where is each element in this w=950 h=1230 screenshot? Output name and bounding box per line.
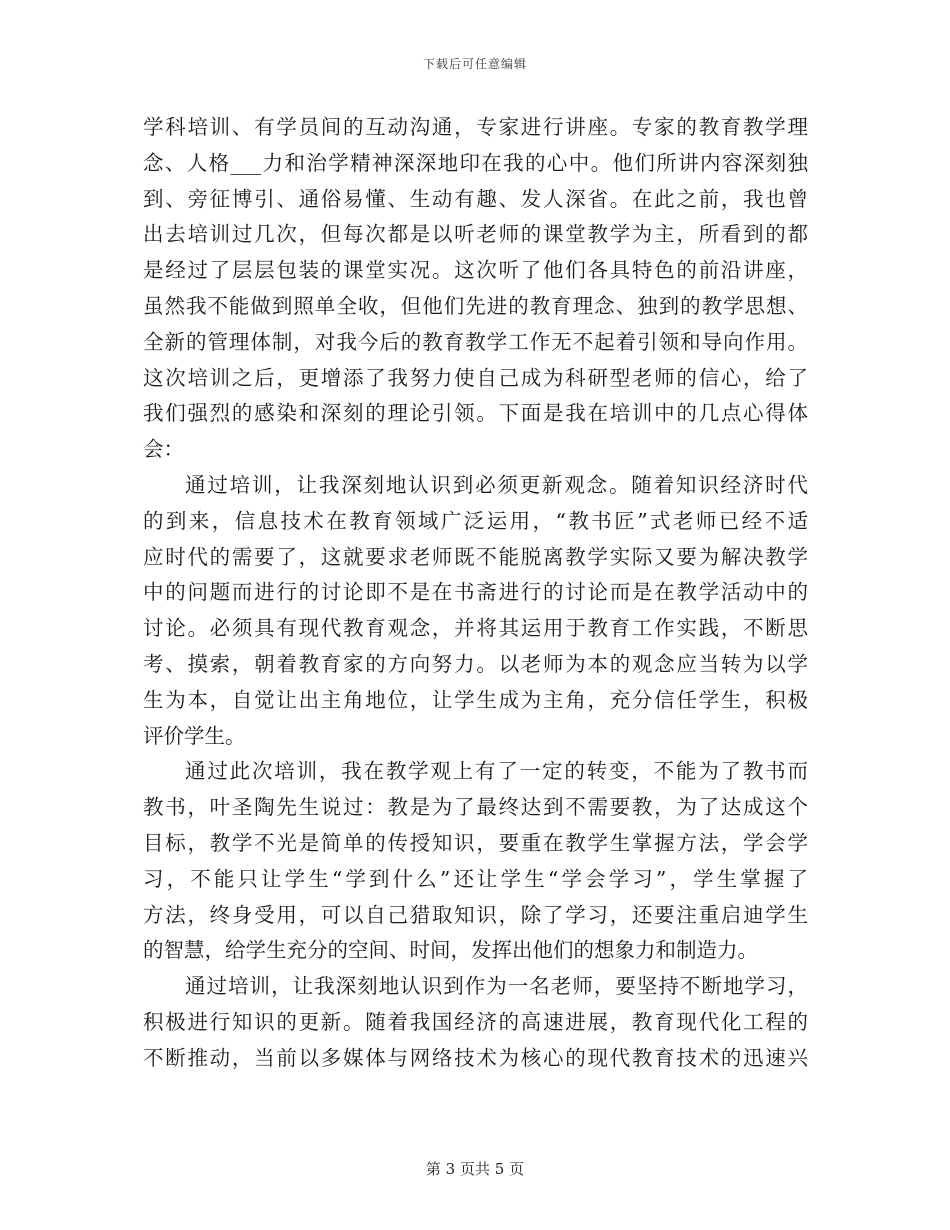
text-line: 应时代的需要了，这就要求老师既不能脱离教学实际又要为解决教学 <box>143 544 808 569</box>
text-line: 是经过了层层包装的课堂实况。这次听了他们各具特色的前沿讲座， <box>143 258 808 283</box>
page-number: 第 3 页共 5 页 <box>425 1160 525 1178</box>
text-line: 中的问题而进行的讨论即不是在书斋进行的讨论而是在教学活动中的 <box>143 580 808 605</box>
text-line: 念、人格___力和治学精神深深地印在我的心中。他们所讲内容深刻独 <box>143 150 808 175</box>
text-line: 到、旁征博引、通俗易懂、生动有趣、发人深省。在此之前，我也曾 <box>143 186 808 211</box>
text-line: 讨论。必须具有现代教育观念，并将其运用于教育工作实践，不断思 <box>143 616 808 641</box>
text-line: 不断推动，当前以多媒体与网络技术为核心的现代教育技术的迅速兴 <box>143 1045 808 1070</box>
text-line: 习，不能只让学生“学到什么”还让学生“学会学习”，学生掌握了 <box>143 866 808 891</box>
text-line: 的到来，信息技术在教育领域广泛运用，“教书匠”式老师已经不适 <box>143 508 808 533</box>
text-line: 我们强烈的感染和深刻的理论引领。下面是我在培训中的几点心得体 <box>143 401 808 426</box>
page-header <box>0 55 950 72</box>
header-note: 下载后可任意编辑 <box>422 57 527 71</box>
text-line: 方法，终身受用，可以自己猎取知识，除了学习，还要注重启迪学生 <box>143 902 808 927</box>
text-line: 教书，叶圣陶先生说过：教是为了最终达到不需要教，为了达成这个 <box>143 795 808 820</box>
text-line: 虽然我不能做到照单全收，但他们先进的教育理念、独到的教学思想、 <box>143 293 808 318</box>
document-body <box>143 110 808 1077</box>
page-footer <box>0 1158 950 1179</box>
text-line: 积极进行知识的更新。随着我国经济的高速进展，教育现代化工程的 <box>143 1009 808 1034</box>
text-line: 出去培训过几次，但每次都是以听老师的课堂教学为主，所看到的都 <box>143 222 808 247</box>
text-line: 全新的管理体制，对我今后的教育教学工作无不起着引领和导向作用。 <box>143 329 808 354</box>
paragraph-first-line: 通过此次培训，我在教学观上有了一定的转变，不能为了教书而 <box>185 759 808 784</box>
paragraph-first-line: 通过培训，让我深刻地认识到作为一名老师，要坚持不断地学习， <box>185 974 808 999</box>
text-line: 生为本，自觉让出主角地位，让学生成为主角，充分信任学生，积极 <box>143 687 808 712</box>
text-line: 学科培训、有学员间的互动沟通，专家进行讲座。专家的教育教学理 <box>143 115 808 139</box>
text-line: 会： <box>143 437 184 462</box>
text-line: 的智慧，给学生充分的空间、时间，发挥出他们的想象力和制造力。 <box>143 938 758 963</box>
text-line: 目标，教学不光是简单的传授知识，要重在教学生掌握方法，学会学 <box>143 830 808 855</box>
text-line: 这次培训之后，更增添了我努力使自己成为科研型老师的信心，给了 <box>143 365 808 390</box>
paragraph-first-line: 通过培训，让我深刻地认识到必须更新观念。随着知识经济时代 <box>185 472 808 497</box>
text-line: 评价学生。 <box>143 723 246 748</box>
text-line: 考、摸索，朝着教育家的方向努力。以老师为本的观念应当转为以学 <box>143 651 808 676</box>
